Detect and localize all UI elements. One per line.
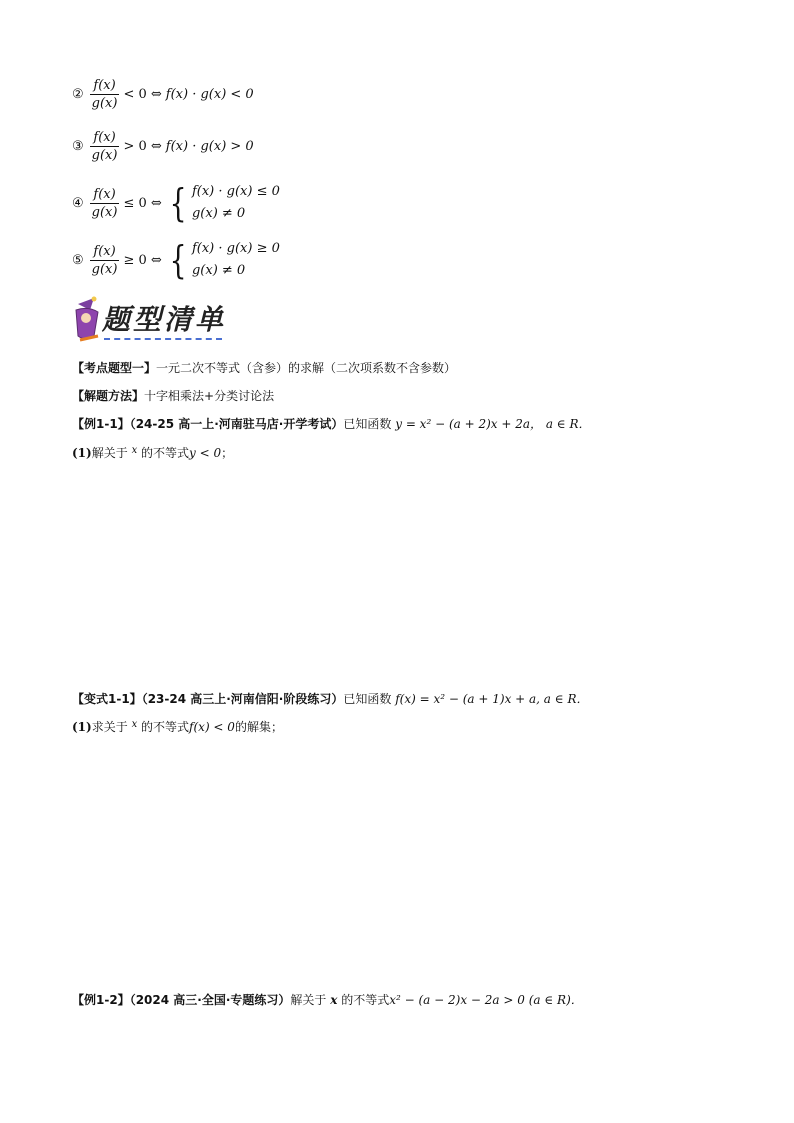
example-inequality: x² − (a − 2)x − 2a > 0 (a ∈ R)． xyxy=(389,993,583,1007)
system: f(x) · g(x) ≤ 0 g(x) ≠ 0 xyxy=(191,184,280,221)
relation: ≤ 0 ⇔ xyxy=(123,195,162,211)
relation: > 0 ⇔ xyxy=(123,139,162,154)
system: f(x) · g(x) ≥ 0 g(x) ≠ 0 xyxy=(191,241,280,278)
variant-text: 已知函数 xyxy=(343,692,392,706)
formula-4 xyxy=(72,181,280,225)
variant-function: f(x) = x² − (a + 1)x + a, a ∈ R． xyxy=(395,692,589,706)
formula-2 xyxy=(72,78,254,111)
relation: ≥ 0 ⇔ xyxy=(123,252,162,268)
variant-source: （23-24 高三上·河南信阳·阶段练习） xyxy=(141,692,344,706)
left-brace: { xyxy=(169,238,187,282)
formula-number: ④ xyxy=(72,195,84,211)
example-source: （24-25 高一上·河南驻马店·开学考试） xyxy=(129,417,344,431)
example-label: 【例1-2】 xyxy=(72,993,130,1007)
variant-1-1 xyxy=(72,690,589,707)
method-label: 【解题方法】 xyxy=(72,389,145,403)
topic-label: 【考点题型一】 xyxy=(72,361,157,375)
topic-line xyxy=(72,359,456,376)
example-1-1-question-1: (1)解关于 $^x$ 的不等式y < 0； xyxy=(72,445,234,460)
fraction: $\frac{f(x)}{g(x)}$ xyxy=(91,243,118,277)
rhs: f(x) · g(x) > 0 xyxy=(165,139,254,154)
left-brace: { xyxy=(169,181,187,225)
section-title: 题型清单 xyxy=(102,303,227,336)
example-1-2: 【例1-2】（2024 高三·全国·专题练习）解关于 x 的不等式x² − (a − 2)x − 2a > 0 (a ∈ R)． xyxy=(72,993,583,1007)
example-text: 解关于 xyxy=(290,993,327,1007)
example-label: 【例1-1】 xyxy=(72,417,130,431)
formula-number: ⑤ xyxy=(72,252,84,268)
fraction: $\frac{f(x)}{g(x)}$ xyxy=(91,186,118,220)
method-line xyxy=(72,387,274,404)
method-text: 十字相乘法+分类讨论法 xyxy=(144,389,275,403)
variant-label: 【变式1-1】 xyxy=(72,692,142,706)
formula-5 xyxy=(72,238,280,282)
variant-1-1-question-1: (1)求关于 $^x$ 的不等式f(x) < 0的解集； xyxy=(72,719,283,734)
formula-3 xyxy=(72,130,254,163)
topic-text: 一元二次不等式（含参）的求解（二次项系数不含参数） xyxy=(156,361,457,375)
formula-number: ② xyxy=(72,87,84,102)
rhs: f(x) · g(x) < 0 xyxy=(165,87,254,102)
formula-number: ③ xyxy=(72,139,84,154)
fraction: $\frac{f(x)}{g(x)}$ xyxy=(91,78,118,111)
example-1-1 xyxy=(72,415,591,432)
fraction: $\frac{f(x)}{g(x)}$ xyxy=(91,130,118,163)
title-underline xyxy=(104,338,222,340)
wizard-icon xyxy=(72,296,106,344)
example-function: y = x² − (a + 2)x + 2a， a ∈ R． xyxy=(395,417,591,431)
relation: < 0 ⇔ xyxy=(123,87,162,102)
example-source: （2024 高三·全国·专题练习） xyxy=(129,993,291,1007)
example-text: 已知函数 xyxy=(343,417,392,431)
section-title-banner xyxy=(72,296,242,346)
